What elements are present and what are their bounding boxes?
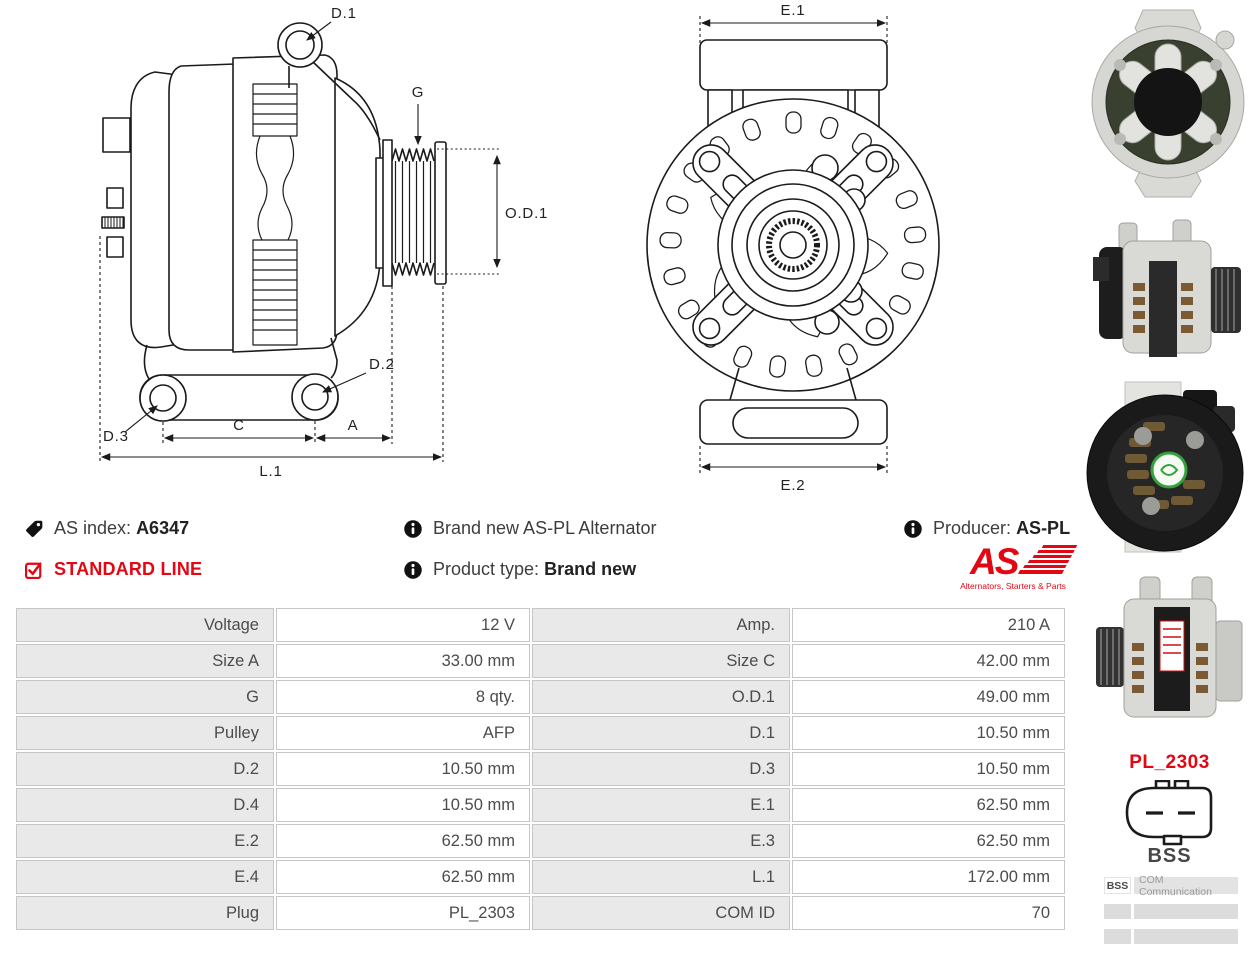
dim-label-a: A: [347, 417, 359, 434]
standard-line-badge: [24, 559, 202, 580]
spec-value: 10.50 mm: [792, 752, 1065, 786]
technical-drawing-side-view: [85, 0, 565, 500]
spec-label: G: [16, 680, 274, 714]
spec-value: 172.00 mm: [792, 860, 1065, 894]
table-row: [16, 716, 1065, 750]
spec-label: Size A: [16, 644, 274, 678]
producer-text: Producer: AS-PL: [933, 518, 1071, 538]
spec-label: COM ID: [532, 896, 790, 930]
placeholder-row: [1104, 904, 1238, 919]
spec-value: 62.50 mm: [276, 860, 530, 894]
spec-label: Voltage: [16, 608, 274, 642]
spec-value: 62.50 mm: [792, 788, 1065, 822]
product-type-badge: [403, 559, 636, 580]
spec-label: Size C: [532, 644, 790, 678]
spec-label: E.2: [16, 824, 274, 858]
product-photo-side-pulley-right[interactable]: [1085, 205, 1254, 370]
technical-drawing-front-view: [618, 0, 963, 500]
table-row: [16, 608, 1065, 642]
dim-label-d1: D.1: [331, 5, 357, 22]
as-index-text: AS index: A6347: [54, 518, 190, 538]
as-index-badge: [24, 518, 189, 539]
table-row: [16, 860, 1065, 894]
spec-value: 62.50 mm: [792, 824, 1065, 858]
spec-value: 42.00 mm: [792, 644, 1065, 678]
spec-value: 10.50 mm: [792, 716, 1065, 750]
spec-label: E.4: [16, 860, 274, 894]
logo-tagline: Alternators, Starters & Parts: [960, 581, 1066, 591]
dim-label-l1: L.1: [259, 463, 283, 480]
product-photo-side-pulley-left[interactable]: [1088, 565, 1250, 740]
dim-label-g: G: [411, 84, 425, 101]
spec-value: 10.50 mm: [276, 752, 530, 786]
standard-line-label: STANDARD LINE: [54, 559, 203, 579]
spec-value: 62.50 mm: [276, 824, 530, 858]
spec-value: 70: [792, 896, 1065, 930]
brand-new-text: Brand new AS-PL Alternator: [433, 518, 657, 538]
spec-label: D.2: [16, 752, 274, 786]
spec-label: D.4: [16, 788, 274, 822]
com-value: COM Communication: [1134, 877, 1238, 894]
table-row: [16, 644, 1065, 678]
table-row: [16, 824, 1065, 858]
spec-label: E.3: [532, 824, 790, 858]
logo-text: AS: [970, 541, 1018, 582]
product-type-text: Product type: Brand new: [433, 559, 637, 579]
plug-connector-label: BSS: [1147, 845, 1192, 867]
dim-label-od1: O.D.1: [505, 205, 549, 222]
dim-label-d2: D.2: [369, 356, 395, 373]
spec-label: D.1: [532, 716, 790, 750]
product-photo-rear[interactable]: [1085, 378, 1254, 558]
spec-value: 12 V: [276, 608, 530, 642]
spec-value: 33.00 mm: [276, 644, 530, 678]
spec-value: AFP: [276, 716, 530, 750]
table-row: [16, 896, 1065, 930]
tag-icon: [24, 519, 44, 539]
spec-value: PL_2303: [276, 896, 530, 930]
spec-value: 49.00 mm: [792, 680, 1065, 714]
product-photo-front[interactable]: [1088, 5, 1248, 200]
table-row: [16, 752, 1065, 786]
com-key: BSS: [1104, 877, 1131, 894]
spec-label: L.1: [532, 860, 790, 894]
brand-new-badge: [403, 518, 656, 539]
spec-label: D.3: [532, 752, 790, 786]
spec-table: [14, 606, 1067, 932]
table-row: [16, 788, 1065, 822]
info-icon: [903, 519, 923, 539]
dim-label-d3: D.3: [103, 428, 129, 445]
spec-value: 10.50 mm: [276, 788, 530, 822]
table-row: [16, 680, 1065, 714]
dim-label-e1: E.1: [780, 2, 806, 19]
plug-code-link[interactable]: PL_2303: [1129, 752, 1210, 773]
spec-value: 8 qty.: [276, 680, 530, 714]
as-pl-logo: [948, 540, 1078, 594]
spec-label: Amp.: [532, 608, 790, 642]
com-communication-row: [1104, 873, 1238, 898]
dim-label-c: C: [233, 417, 245, 434]
placeholder-row: [1104, 929, 1238, 944]
plug-connector-icon: [1118, 780, 1218, 846]
producer-badge: [903, 518, 1070, 539]
info-icon: [403, 560, 423, 580]
spec-label: E.1: [532, 788, 790, 822]
info-icon: [403, 519, 423, 539]
spec-label: Pulley: [16, 716, 274, 750]
spec-label: Plug: [16, 896, 274, 930]
dim-label-e2: E.2: [780, 477, 806, 494]
spec-value: 210 A: [792, 608, 1065, 642]
spec-label: O.D.1: [532, 680, 790, 714]
checkbox-checked-icon: [24, 560, 44, 580]
